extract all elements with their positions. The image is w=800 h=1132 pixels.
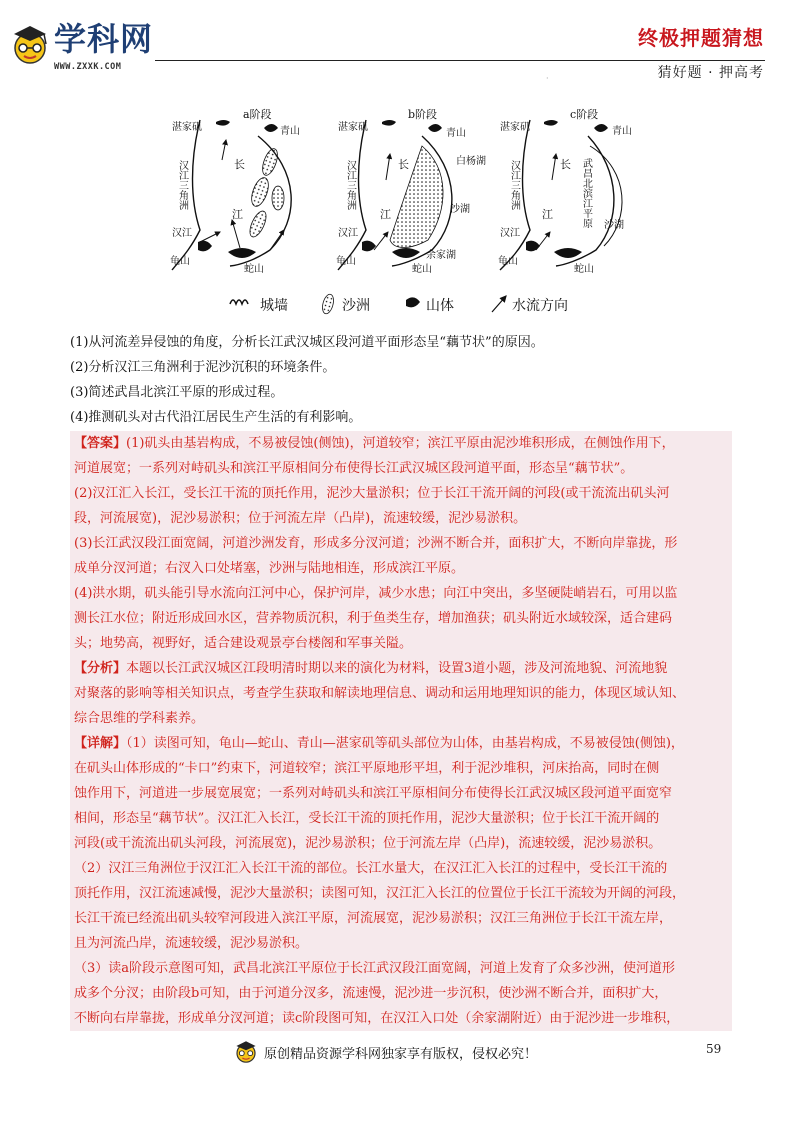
label-chang-b: 长 — [398, 158, 409, 171]
label-delta-b: 汉江三角洲 — [344, 160, 356, 210]
label-sheshan-c: 蛇山 — [574, 264, 594, 275]
label-hanjiang-b: 汉江 — [338, 228, 358, 239]
site-logo[interactable] — [10, 14, 230, 76]
river-stage-figure — [160, 100, 660, 320]
label-chang-c: 长 — [560, 158, 571, 171]
label-yujia: 余家湖 — [426, 250, 456, 261]
mascot-icon — [234, 1040, 258, 1064]
answer-line — [70, 681, 732, 706]
label-qingshan-b: 青山 — [446, 128, 466, 139]
label-baiyang: 白杨湖 — [456, 156, 486, 167]
label-jiang-a: 江 — [232, 208, 243, 221]
answer-line — [70, 956, 732, 981]
label-shahu-b: 沙湖 — [450, 204, 470, 215]
label-delta-a: 汉江三角洲 — [176, 160, 188, 210]
logo-text: 学科网 — [54, 20, 154, 58]
label-qingshan-c: 青山 — [612, 126, 632, 137]
mascot-icon — [10, 22, 50, 68]
answer-text: 长江干流已经流出矶头较窄河段进入滨江平原，河流展宽，泥沙易淤积；汉江三角洲位于长江干流左岸， — [74, 911, 673, 926]
answer-line — [70, 781, 732, 806]
answer-text: 蚀作用下，河道进一步展宽展宽；一系列对峙矶头和滨江平原相间分布使得长江武汉城区段河道平面宽窄 — [74, 786, 673, 801]
label-shahu-c: 沙湖 — [604, 220, 624, 231]
legend-wall: 城墙 — [260, 298, 288, 314]
answer-section-tag: 【分析】 — [74, 661, 127, 676]
answer-section-tag: 【答案】 — [74, 436, 127, 451]
answer-text: 对聚落的影响等相关知识点，考查学生获取和解读地理信息、调动和运用地理知识的能力，体现区域认知、 — [74, 686, 686, 701]
label-jiang-c: 江 — [542, 208, 553, 221]
page-footer — [234, 1040, 537, 1064]
answer-text: 在矶头山体形成的“卡口”约束下，河道较窄；滨江平原地形平坦，利于泥沙堆积，河床抬高，同时在侧 — [74, 761, 660, 776]
answer-line — [70, 506, 732, 531]
figure-legend — [230, 293, 568, 315]
label-guishan-b: 龟山 — [336, 256, 356, 267]
answer-text: 头；地势高，视野好，适合建设观景亭台楼阁和军事关隘。 — [74, 636, 413, 651]
dot-mark: · — [546, 74, 549, 83]
answer-line — [70, 806, 732, 831]
answer-line — [70, 981, 732, 1006]
label-hanjiang-c: 汉江 — [500, 228, 520, 239]
answer-line — [70, 731, 732, 756]
answer-line — [70, 931, 732, 956]
label-guishan-a: 龟山 — [170, 256, 190, 267]
stage-a-panel — [170, 108, 300, 275]
answer-text: （3）读a阶段示意图可知，武昌北滨江平原位于长江武汉段江面宽阔，河道上发育了众多沙洲，使河道形 — [74, 961, 676, 976]
question-3: (3)简述武昌北滨江平原的形成过程。 — [70, 385, 284, 400]
answer-text: 本题以长江武汉城区江段明清时期以来的演化为材料，设置3道小题，涉及河流地貌、河流地貌 — [126, 661, 668, 676]
answer-text: 段，河流展宽)，泥沙易淤积；位于河流左岸（凸岸)，流速较缓，泥沙易淤积。 — [74, 511, 527, 526]
answer-line — [70, 531, 732, 556]
answer-line — [70, 581, 732, 606]
answer-text: (1)矶头由基岩构成，不易被侵蚀(侧蚀)，河道较窄；滨江平原由泥沙堆积形成，在侧蚀作用下， — [126, 436, 675, 451]
answer-text: 测长江水位；附近形成回水区，营养物质沉积，利于鱼类生存，增加渔获；矶头附近水域较深，适合建码 — [74, 611, 673, 626]
answer-line — [70, 656, 732, 681]
stage-c-panel — [498, 108, 632, 275]
answer-line — [70, 431, 732, 456]
label-zhanjia-a: 湛家矶 — [172, 122, 202, 133]
page-header — [0, 0, 800, 83]
brand-title: 终极押题猜想 — [638, 26, 764, 50]
brand-subtitle: 猜好题 · 押高考 — [657, 65, 764, 81]
answer-text: 成单分汊河道；右汊入口处堵塞，沙洲与陆地相连，形成滨江平原。 — [74, 561, 465, 576]
answer-line — [70, 556, 732, 581]
answer-line — [70, 831, 732, 856]
logo-url: WWW.ZXXK.COM — [54, 62, 122, 72]
answer-text: (2)汉江汇入长江，受长江干流的顶托作用，泥沙大量淤积；位于长江干流开阔的河段(或干流流出矶头河 — [74, 486, 670, 501]
label-jiang-b: 江 — [380, 208, 391, 221]
answer-line — [70, 631, 732, 656]
legend-mountain: 山体 — [426, 298, 454, 314]
page-number: 59 — [706, 1042, 722, 1056]
legend-flow: 水流方向 — [512, 298, 568, 314]
stage-a-label: a阶段 — [243, 108, 272, 121]
answer-line — [70, 856, 732, 881]
answer-line — [70, 906, 732, 931]
stage-c-label: c阶段 — [570, 108, 599, 121]
label-chang-a: 长 — [234, 158, 245, 171]
label-delta-c: 汉江三角洲 — [508, 160, 520, 210]
label-sheshan-b: 蛇山 — [412, 264, 432, 275]
answer-text: （1）读图可知，龟山—蛇山、青山—湛家矶等矶头部位为山体，由基岩构成，不易被侵蚀(侧蚀)， — [126, 736, 684, 751]
answer-text: 河段(或干流流出矶头河段，河流展宽)，泥沙易淤积；位于河流左岸（凸岸)，流速较缓，泥沙易淤积。 — [74, 836, 662, 851]
label-hanjiang-a: 汉江 — [172, 228, 192, 239]
answer-line — [70, 1006, 732, 1031]
answer-text: 相间，形态呈“藕节状”。汉江汇入长江，受长江干流的顶托作用，泥沙大量淤积；位于长江干流开阔的 — [74, 811, 660, 826]
question-list — [70, 330, 735, 430]
answer-text: 成多个分汊；由阶段b可知，由于河道分汊多，流速慢，泥沙进一步沉积，使沙洲不断合并，面积扩大， — [74, 986, 668, 1001]
label-zhanjia-b: 湛家矶 — [338, 122, 368, 133]
label-guishan-c: 龟山 — [498, 256, 518, 267]
answer-text: (3)长江武汉段江面宽阔，河道沙洲发育，形成多分汊河道；沙洲不断合并，面积扩大，不断向岸靠拢，形 — [74, 536, 678, 551]
label-zhanjia-c: 湛家矶 — [500, 122, 530, 133]
answer-text: 不断向右岸靠拢，形成单分汊河道；读c阶段图可知，在汉江入口处（余家湖附近）由于泥沙进一步堆积， — [74, 1011, 680, 1026]
question-4: (4)推测矶头对古代沿江居民生产生活的有利影响。 — [70, 410, 362, 425]
answer-text: （2）汉江三角洲位于汉江汇入长江干流的部位。长江水量大，在汉江汇入长江的过程中，受长江干流的 — [74, 861, 668, 876]
answer-line — [70, 456, 732, 481]
answer-text: 综合思维的学科素养。 — [74, 711, 205, 726]
question-2: (2)分析汉江三角洲利于泥沙沉积的环境条件。 — [70, 360, 336, 375]
copyright-text: 原创精品资源学科网独家享有版权，侵权必究！ — [264, 1046, 538, 1062]
answer-text: 且为河流凸岸，流速较缓，泥沙易淤积。 — [74, 936, 309, 951]
answer-section-tag: 【详解】 — [74, 736, 127, 751]
header-divider — [155, 60, 765, 61]
label-plain: 武昌北滨江平原 — [580, 158, 592, 228]
answer-line — [70, 881, 732, 906]
answer-line — [70, 706, 732, 731]
answer-text: 河道展宽；一系列对峙矶头和滨江平原相间分布使得长江武汉城区段河道平面，形态呈“藕节状”。 — [74, 461, 634, 476]
answer-block — [70, 431, 732, 1031]
question-1: (1)从河流差异侵蚀的角度，分析长江武汉城区段河道平面形态呈“藕节状”的原因。 — [70, 335, 544, 350]
answer-line — [70, 481, 732, 506]
label-sheshan-a: 蛇山 — [244, 264, 264, 275]
answer-line — [70, 606, 732, 631]
label-qingshan-a: 青山 — [280, 126, 300, 137]
stage-b-label: b阶段 — [408, 108, 438, 121]
answer-text: 顶托作用，汉江流速减慢，泥沙大量淤积；读图可知，汉江汇入长江的位置位于长江干流较为开阔的河段， — [74, 886, 686, 901]
answer-text: (4)洪水期，矶头能引导水流向江河中心，保护河岸，减少水患；向江中突出，多坚硬陡峭岩石，可用以监 — [74, 586, 678, 601]
answer-line — [70, 756, 732, 781]
stage-b-panel — [336, 108, 486, 275]
legend-sandbar: 沙洲 — [342, 298, 370, 314]
